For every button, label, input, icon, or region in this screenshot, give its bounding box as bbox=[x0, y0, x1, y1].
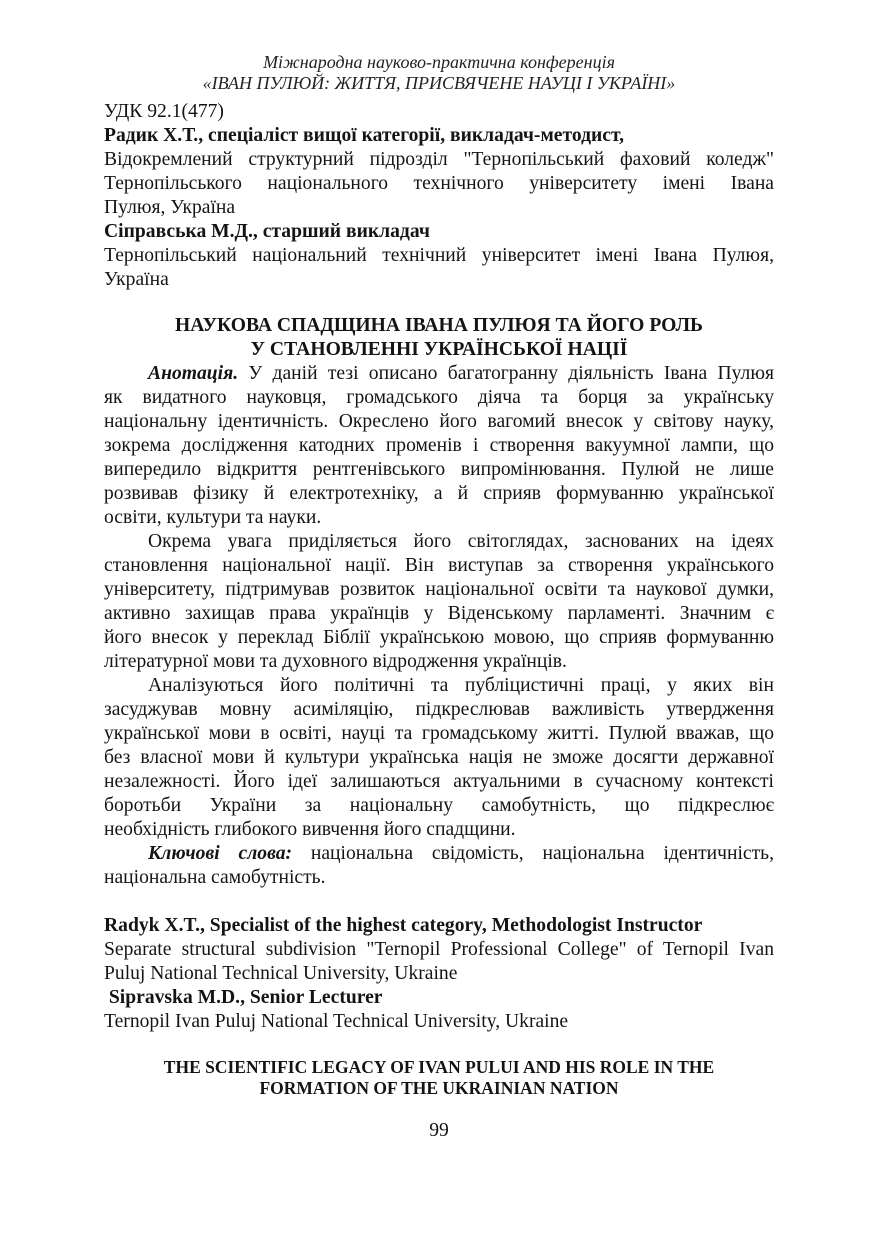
abstract-line: Аналізуються його політичні та публіцистичні праці, у яких він bbox=[148, 675, 774, 696]
abstract-label: Анотація. bbox=[148, 363, 239, 384]
title-en-line: FORMATION OF THE UKRAINIAN NATION bbox=[259, 1078, 619, 1098]
udk-code: УДК 92.1(477) bbox=[104, 101, 224, 122]
title-ua-line: НАУКОВА СПАДЩИНА ІВАНА ПУЛЮЯ ТА ЙОГО РОЛЬ bbox=[174, 315, 703, 336]
abstract-line: Окрема увага приділяється його світоглядах, заснованих на ідеях bbox=[148, 531, 774, 552]
abstract-line: без власної мови й культури українська нація не зможе досягти державної bbox=[104, 747, 774, 768]
title-en bbox=[104, 1057, 774, 1099]
abstract-line: необхідність глибокого вивчення його спадщини. bbox=[104, 819, 516, 840]
author1-en-affiliation-line: Puluj National Technical University, Ukraine bbox=[104, 963, 458, 984]
abstract-line: університету, підтримував розвиток національної освіти та наукової думки, bbox=[104, 579, 774, 600]
abstract-line: боротьби України за національну самобутність, що підкреслює bbox=[104, 795, 774, 816]
abstract-line: активно захищав права українців у Віденському парламенті. Значним є bbox=[104, 603, 774, 624]
author2-name: Сіправська М.Д., старший викладач bbox=[104, 221, 430, 242]
author2-en-affiliation: Ternopil Ivan Puluj National Technical University, Ukraine bbox=[104, 1011, 569, 1032]
title-en-line: THE SCIENTIFIC LEGACY OF IVAN PULUI AND HIS ROLE IN THE bbox=[163, 1057, 715, 1077]
abstract-line: національну ідентичність. Окреслено його вагомий внесок у світову науку, bbox=[104, 411, 774, 432]
abstract-line: його внесок у переклад Біблії українською мовою, що сприяв формуванню bbox=[104, 627, 774, 648]
author1-en-affiliation-line: Separate structural subdivision "Ternopil Professional College" of Ternopil Ivan bbox=[104, 939, 774, 960]
author1-en-name: Radyk X.T., Specialist of the highest category, Methodologist Instructor bbox=[104, 915, 703, 936]
author1-name: Радик Х.Т., спеціаліст вищої категорії, викладач-методист, bbox=[104, 125, 625, 146]
abstract-line: незалежності. Його ідеї залишаються актуальними в сучасному контексті bbox=[104, 771, 774, 792]
author2-affiliation-line: Тернопільський національний технічний університет імені Івана Пулюя, bbox=[104, 245, 774, 266]
running-header bbox=[104, 52, 774, 94]
author1-affiliation-line: Тернопільського національного технічного університету імені Івана bbox=[104, 173, 774, 194]
title-ua bbox=[104, 314, 774, 362]
conference-name: Міжнародна науково-практична конференція bbox=[263, 52, 615, 72]
abstract-line: літературної мови та духовного відродження українців. bbox=[104, 651, 567, 672]
title-ua-line: У СТАНОВЛЕННІ УКРАЇНСЬКОЇ НАЦІЇ bbox=[250, 339, 628, 360]
article-body bbox=[104, 100, 774, 1099]
abstract-line: випередило відкриття рентгенівського випромінювання. Пулюй не лише bbox=[104, 459, 774, 480]
keywords-label: Ключові слова: bbox=[148, 843, 293, 864]
keywords-line: національна самобутність. bbox=[104, 867, 326, 888]
abstract-line: як видатного науковця, громадського діяча та борця за українську bbox=[104, 387, 774, 408]
author2-affiliation-line: Україна bbox=[104, 269, 169, 290]
abstract-line: зокрема дослідження катодних променів і створення вакуумної лампи, що bbox=[104, 435, 774, 456]
abstract-line: засуджував мовну асиміляцію, підкреслював важливість утвердження bbox=[104, 699, 774, 720]
abstract-line: Анотація. У даній тезі описано багатогранну діяльність Івана Пулюя bbox=[148, 363, 774, 384]
abstract-line: становлення національної нації. Він виступав за створення українського bbox=[104, 555, 774, 576]
author1-affiliation-line: Пулюя, Україна bbox=[104, 197, 236, 218]
author1-affiliation-line: Відокремлений структурний підрозділ "Тернопільський фаховий коледж" bbox=[104, 149, 774, 170]
conference-title: «ІВАН ПУЛЮЙ: ЖИТТЯ, ПРИСВЯЧЕНЕ НАУЦІ І УКРАЇНІ» bbox=[202, 73, 676, 93]
abstract-line: освіти, культури та науки. bbox=[104, 507, 322, 528]
abstract-line: розвивав фізику й електротехніку, а й сприяв формуванню української bbox=[104, 483, 774, 504]
page-number: 99 bbox=[429, 1120, 449, 1141]
keywords-line: Ключові слова: національна свідомість, національна ідентичність, bbox=[148, 843, 774, 864]
abstract-line: української мови в освіті, науці та громадському житті. Пулюй вважав, що bbox=[104, 723, 774, 744]
author2-en-name: Sipravska M.D., Senior Lecturer bbox=[104, 987, 383, 1008]
